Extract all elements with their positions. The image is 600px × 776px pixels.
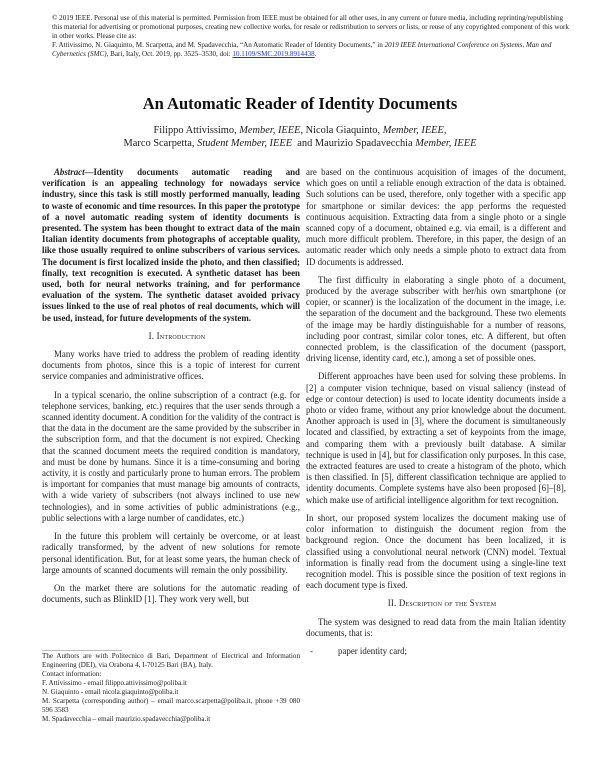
author-1-role: Member, IEEE,	[239, 125, 304, 136]
author-2-role: Member, IEEE,	[382, 125, 447, 136]
citation-venue: 2019 IEEE International Conference on Systems, Man and Cybernetics (SMC)	[52, 40, 552, 58]
section-heading-system: II. Description of the System	[387, 598, 497, 609]
author-1: Filippo Attivissimo,	[153, 125, 240, 136]
contact-entry: M. Scarpetta (corresponding author) – email marco.scarpetta@poliba.it, phone +39 080 596 3583	[42, 697, 300, 714]
doi-link[interactable]: 10.1109/SMC.2019.8914438	[232, 49, 315, 58]
paragraph: In the future this problem will certainly be overcome, or at least radically transformed, by the advent of new solutions for remote personal identification. But, for at least some years, the human check of large amounts of scanned documents will remain the only possibility.	[42, 531, 300, 575]
left-column	[42, 167, 300, 612]
abstract-text: —Identity documents automatic reading and verification is an appealing technology for nowadays service industry, since this task is still mostly performed manually, leading to waste of economic and time resources. In this paper the prototype of a novel automatic reading system of identity documents is presented. The system has been thought to extract data of the main Italian identity documents from photographs of acceptable quality, like those usually required to online subscribers of various services. The document is first localized inside the photo, and then classified; finally, text recognition is executed. A synthetic dataset has been used, both for neural networks training, and for performance evaluation of the system. The synthetic dataset avoided privacy issues linked to the use of real photos of real documents, which will be used, instead, for future developments of the system.	[42, 167, 300, 323]
contact-entry: N. Giaquinto - email nicola.giaquinto@poliba.it	[42, 688, 179, 696]
list-bullet: -	[310, 645, 313, 656]
author-list	[0, 124, 600, 150]
author-4-role: Member, IEEE	[415, 138, 477, 149]
list-item	[306, 646, 566, 657]
citation-end: .	[314, 49, 317, 58]
author-3-role: Student Member, IEEE	[197, 138, 293, 149]
paragraph: In a typical scenario, the online subscription of a contract (e.g. for telephone services, banking, etc.) requires that the user sends through a scanned identity document. A condition for the validity of the contract is that the data in the document are the same provided by the subscriber in the subscription form, and that the document is not expired. Checking that the scanned document meets the required condition is mandatory, and must be done by humans. Since it is a time-consuming and boring activity, it is costly and particularly prone to human errors. The problem is important for companies that must manage big amounts of contracts, with a wide variety of subscribers (not always inclined to use new technologies), and in some activities of public administrations (e.g., public selections with a large number of candidates, etc.)	[42, 389, 300, 523]
paragraph: are based on the continuous acquisition of images of the document, which goes on until a reliable enough extraction of the data is obtained. Such solutions can be used, therefore, only together with a specific app for smartphone or similar devices: the app performs the requested continuous acquisition. Extracting data from a single photo or a single scanned copy of a document, obtained e.g. via email, is a different and much more difficult problem. Therefore, in this paper, the design of an automatic reader which only needs a simple photo to extract data from ID documents is addressed.	[306, 167, 566, 267]
paragraph: Many works have tried to address the problem of reading identity documents from photos, since this is a topic of interest for current service companies and administrative offices.	[42, 349, 300, 382]
author-footnote	[42, 652, 300, 724]
footnote-divider	[42, 650, 122, 651]
abstract-label: Abstract	[54, 167, 85, 177]
citation-prefix: F. Attivissimo, N. Giaquinto, M. Scarpetta, and M. Spadavecchia, “An Automatic Reader of Identity Documents,” in	[52, 40, 385, 49]
contact-entry: F. Attivissimo - email filippo.attivissimo@poliba.it	[42, 679, 187, 687]
paragraph: The system was designed to read data from the main Italian identity documents, that is:	[306, 616, 566, 638]
author-4: and Maurizio Spadavecchia	[292, 138, 416, 149]
contact-entry: M. Spadavecchia – email maurizio.spadavecchia@poliba.it	[42, 715, 211, 723]
copyright-notice	[52, 14, 572, 59]
permission-text: © 2019 IEEE. Personal use of this material is permitted. Permission from IEEE must be obtained for all other uses, in any current or future media, including reprinting/republishing this material for advertising or promotional purposes, creating new collective works, for resale or redistribution to servers or lists, or reuse of any copyrighted component of this work in other works. Please cite as:	[52, 14, 569, 40]
author-3: Marco Scarpetta,	[123, 138, 198, 149]
affiliation: The Authors are with Politecnico di Bari, Department of Electrical and Information Engineering (DEI), via Orabona 4, I-70125 Bari (BA), Italy.	[42, 652, 300, 669]
paragraph: The first difficulty in elaborating a single photo of a document, produced by the average subscriber with her/his own smartphone (or copier, or scanner) is the localization of the document in the image, i.e. the separation of the document and the background. These two elements of the image may be hardly distinguishable for a number of reasons, including poor contrast, similar color tones, etc. A different, but often connected problem, is the classification of the document (passport, driving license, identity card, etc.), among a set of possible ones.	[306, 274, 566, 364]
paragraph: Different approaches have been used for solving these problems. In [2] a computer vision technique, based on visual saliency (instead of edge or contour detection) is used to locate identity documents inside a photo or video frame, without any prior knowledge about the document. Another approach is used in [3], where the document is simultaneously located and classified, by extracting a set of keypoints from the image, and comparing them with a previously built database. A similar technique is used in [4], but for classification only purposes. In this case, the extracted features are used to create a histogram of the photo, which is then classified. In [5], different classification technique are applied to identity documents. Complete systems have also been proposed [6]–[8], which make use of artificial intelligence algorithm for text recognition.	[306, 371, 566, 505]
list-item-text: paper identity card;	[338, 645, 407, 656]
contact-label: Contact information:	[42, 670, 102, 678]
citation-suffix: , Bari, Italy, Oct. 2019, pp. 3525–3530, doi:	[106, 49, 233, 58]
right-column	[306, 167, 566, 664]
paragraph: In short, our proposed system localizes the document making use of color information to distinguish the document region from the background region. Once the document has been localized, it is classified using a convolutional neural network (CNN) model. Textual information is finally read from the document using a single-line text recognition model. This is possible since the position of text regions in each document type is fixed.	[306, 512, 566, 591]
paragraph: On the market there are solutions for the automatic reading of documents, such as BlinkID [1]. They work very well, but	[42, 582, 300, 605]
author-2: Nicola Giaquinto,	[303, 125, 383, 136]
section-heading-introduction: I. Introduction	[148, 330, 206, 341]
paper-title: An Automatic Reader of Identity Documents	[142, 94, 458, 113]
abstract	[42, 167, 300, 324]
